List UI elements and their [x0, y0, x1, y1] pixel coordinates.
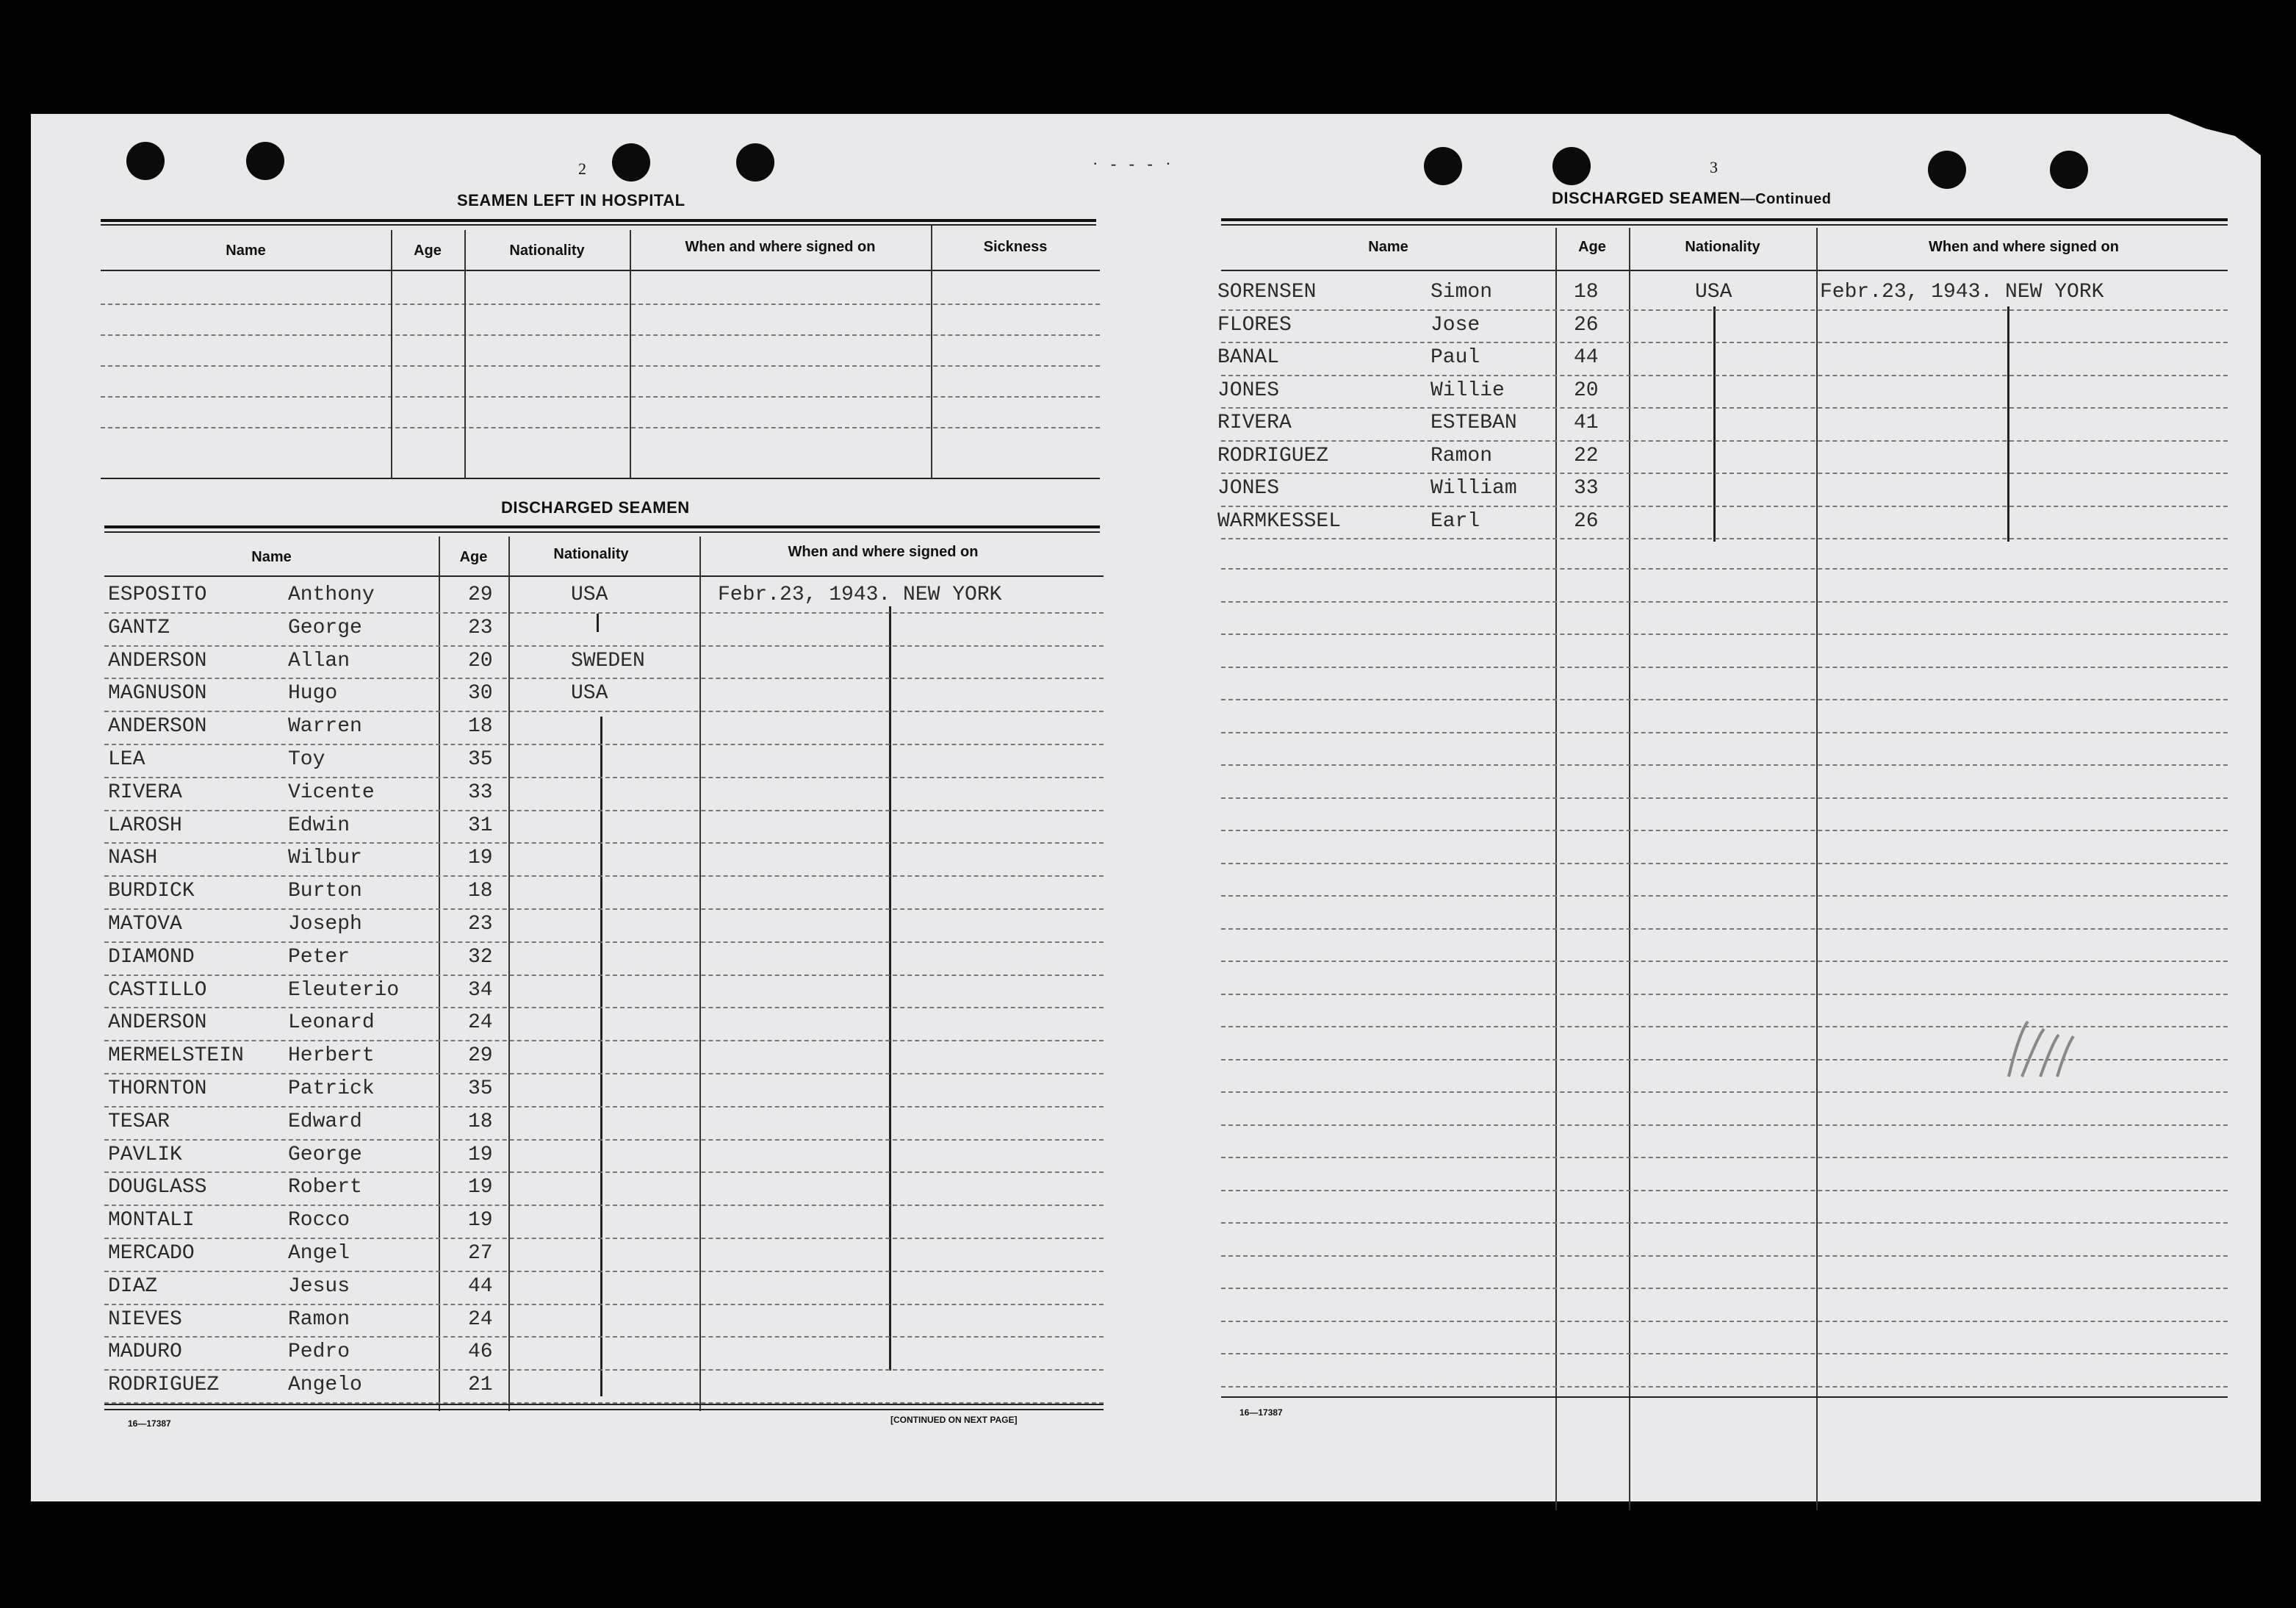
ditto-pen-line: [597, 614, 599, 632]
row-age: 23: [468, 913, 493, 936]
row-age: 44: [468, 1274, 493, 1298]
form-number: 16—17387: [128, 1418, 171, 1429]
row-surname: MADURO: [108, 1340, 182, 1364]
discharged-header-signed-on: When and where signed on: [788, 544, 979, 560]
blank-row-rule: [1221, 1255, 2228, 1257]
right-header-age: Age: [1578, 239, 1606, 255]
row-given-name: Jose: [1430, 313, 1480, 337]
hospital-top-rule: [101, 219, 1096, 222]
row-given-name: Warren: [288, 715, 362, 739]
row-rule: [104, 1238, 1104, 1239]
row-given-name: Toy: [288, 748, 325, 771]
row-surname: SORENSEN: [1217, 281, 1317, 304]
blank-row-rule: [1221, 1222, 2228, 1224]
row-age: 23: [468, 616, 493, 639]
row-surname: MATOVA: [108, 913, 182, 936]
row-signed-on: Febr.23, 1943. NEW YORK: [718, 584, 1002, 606]
row-given-name: Peter: [288, 945, 350, 969]
row-rule: [104, 842, 1104, 844]
page-number: 2: [578, 159, 586, 178]
ditto-pen-line: [889, 606, 891, 1371]
punch-hole: [1424, 147, 1462, 185]
punch-hole: [736, 143, 774, 182]
row-given-name: Vicente: [288, 780, 375, 804]
row-rule: [104, 1336, 1104, 1338]
row-rule: [104, 941, 1104, 943]
discharged-bottom-rule-2: [104, 1409, 1104, 1410]
row-surname: RIVERA: [108, 780, 182, 804]
continued-note: [CONTINUED ON NEXT PAGE]: [890, 1415, 1018, 1425]
hospital-bottom-rule: [101, 478, 1100, 479]
row-nationality: SWEDEN: [571, 649, 645, 672]
row-age: 46: [468, 1340, 493, 1364]
row-age: 24: [468, 1011, 493, 1035]
row-given-name: ESTEBAN: [1430, 412, 1517, 434]
hospital-header-nationality: Nationality: [509, 243, 585, 259]
right-bottom-rule: [1221, 1396, 2228, 1398]
row-surname: PAVLIK: [108, 1143, 182, 1166]
blank-row-rule: [1221, 1386, 2228, 1388]
discharged-header-nationality: Nationality: [553, 546, 629, 562]
blank-row-rule: [1221, 797, 2228, 799]
row-rule: [104, 1073, 1104, 1074]
row-rule: [104, 1040, 1104, 1041]
hospital-row-rule: [101, 334, 1100, 336]
row-given-name: Hugo: [288, 682, 338, 706]
row-age: 30: [468, 682, 493, 706]
discharged-bottom-rule: [104, 1404, 1104, 1405]
row-surname: RODRIGUEZ: [1217, 444, 1329, 467]
punch-hole: [1928, 151, 1966, 189]
right-header-nationality: Nationality: [1685, 239, 1760, 255]
row-age: 31: [468, 814, 493, 837]
row-age: 18: [468, 880, 493, 903]
row-rule: [104, 711, 1104, 712]
row-given-name: Eleuterio: [288, 978, 400, 1002]
hospital-header-signed-on: When and where signed on: [685, 239, 876, 255]
row-age: 19: [468, 847, 493, 870]
row-rule: [1221, 407, 2228, 409]
row-rule: [104, 777, 1104, 778]
blank-row-rule: [1221, 732, 2228, 733]
row-age: 35: [468, 1077, 493, 1100]
blank-row-rule: [1221, 1321, 2228, 1322]
row-surname: MAGNUSON: [108, 682, 207, 706]
hospital-row-rule: [101, 427, 1100, 428]
row-surname: TESAR: [108, 1110, 170, 1133]
blank-row-rule: [1221, 1190, 2228, 1191]
row-rule: [104, 875, 1104, 877]
row-given-name: Ramon: [1430, 444, 1493, 467]
row-age: 34: [468, 978, 493, 1002]
discharged-top-rule-2: [104, 531, 1100, 533]
discharged-title: DISCHARGED SEAMEN: [501, 498, 690, 517]
row-rule: [104, 1171, 1104, 1173]
row-surname: ANDERSON: [108, 649, 207, 672]
row-age: 19: [468, 1176, 493, 1199]
blank-row-rule: [1221, 1353, 2228, 1354]
right-col-divider: [1816, 228, 1818, 1510]
row-given-name: Patrick: [288, 1077, 375, 1100]
hospital-header-sickness: Sickness: [983, 239, 1048, 255]
row-surname: BURDICK: [108, 880, 195, 903]
hospital-col-divider: [931, 226, 932, 478]
row-rule: [104, 744, 1104, 745]
blank-row-rule: [1221, 961, 2228, 962]
row-surname: LAROSH: [108, 814, 182, 837]
row-given-name: Angel: [288, 1242, 350, 1265]
continued-title: [1552, 189, 1832, 208]
ledger-sheet: [31, 114, 2261, 1501]
row-age: 33: [468, 780, 493, 804]
row-given-name: Edward: [288, 1110, 362, 1133]
blank-row-rule: [1221, 928, 2228, 930]
row-surname: CASTILLO: [108, 978, 207, 1002]
row-given-name: William: [1430, 477, 1517, 500]
row-nationality: USA: [571, 682, 608, 706]
continued-title-suffix: —Continued: [1740, 191, 1832, 207]
row-surname: ANDERSON: [108, 1011, 207, 1035]
row-rule: [104, 908, 1104, 910]
row-surname: JONES: [1217, 477, 1280, 500]
hospital-row-rule: [101, 365, 1100, 367]
row-age: 18: [468, 1110, 493, 1133]
blank-row-rule: [1221, 667, 2228, 668]
row-age: 26: [1574, 313, 1599, 337]
row-age: 18: [1574, 281, 1599, 304]
row-rule: [104, 1106, 1104, 1108]
row-surname: DIAZ: [108, 1274, 158, 1298]
row-age: 27: [468, 1242, 493, 1265]
row-given-name: Wilbur: [288, 847, 362, 870]
form-number: 16—17387: [1239, 1407, 1283, 1418]
row-age: 35: [468, 748, 493, 771]
row-given-name: Paul: [1430, 346, 1480, 369]
punch-hole: [612, 143, 650, 182]
row-given-name: Ramon: [288, 1307, 350, 1331]
right-header-name: Name: [1368, 239, 1408, 255]
discharged-top-rule: [104, 525, 1100, 528]
row-rule: [104, 1205, 1104, 1206]
row-rule: [104, 645, 1104, 647]
hospital-col-divider: [464, 230, 466, 478]
row-age: 22: [1574, 444, 1599, 467]
blank-row-rule: [1221, 863, 2228, 864]
hospital-row-rule: [101, 396, 1100, 398]
row-age: 32: [468, 945, 493, 969]
row-signed-on: Febr.23, 1943. NEW YORK: [1820, 281, 2104, 304]
blank-row-rule: [1221, 1157, 2228, 1158]
row-age: 29: [468, 1044, 493, 1068]
punch-hole: [2050, 151, 2088, 189]
row-rule: [104, 975, 1104, 976]
punch-hole: [1552, 147, 1591, 185]
row-rule: [1221, 342, 2228, 343]
row-rule: [1221, 375, 2228, 376]
row-age: 26: [1574, 509, 1599, 533]
pencil-scribble: [2000, 1007, 2088, 1095]
row-surname: GANTZ: [108, 616, 170, 639]
row-age: 18: [468, 715, 493, 739]
row-surname: NIEVES: [108, 1307, 182, 1331]
row-rule: [104, 1369, 1104, 1371]
row-given-name: Robert: [288, 1176, 362, 1199]
row-surname: JONES: [1217, 378, 1280, 402]
row-surname: BANAL: [1217, 346, 1280, 369]
row-surname: DOUGLASS: [108, 1176, 207, 1199]
hospital-top-rule-2: [101, 224, 1096, 226]
row-surname: FLORES: [1217, 313, 1292, 337]
row-age: 44: [1574, 346, 1599, 369]
row-surname: NASH: [108, 847, 158, 870]
row-given-name: Jesus: [288, 1274, 350, 1298]
row-given-name: George: [288, 616, 362, 639]
row-age: 24: [468, 1307, 493, 1331]
blank-row-rule: [1221, 830, 2228, 831]
row-rule: [104, 810, 1104, 811]
row-given-name: Allan: [288, 649, 350, 672]
row-given-name: Earl: [1430, 509, 1480, 533]
row-age: 20: [1574, 378, 1599, 402]
row-rule: [1221, 309, 2228, 311]
punch-hole: [126, 142, 165, 180]
right-top-rule: [1221, 218, 2228, 221]
row-surname: RIVERA: [1217, 412, 1292, 434]
row-surname: ANDERSON: [108, 715, 207, 739]
row-given-name: Herbert: [288, 1044, 375, 1068]
row-given-name: Anthony: [288, 584, 375, 606]
row-rule: [104, 1304, 1104, 1305]
blank-row-rule: [1221, 1124, 2228, 1126]
hospital-title: SEAMEN LEFT IN HOSPITAL: [457, 191, 685, 209]
continued-title-main: DISCHARGED SEAMEN: [1552, 189, 1741, 207]
row-rule: [1221, 473, 2228, 474]
right-col-divider: [1555, 228, 1557, 1510]
row-given-name: Simon: [1430, 281, 1493, 304]
row-age: 21: [468, 1374, 493, 1397]
row-rule: [104, 1271, 1104, 1272]
discharged-header-rule: [104, 575, 1104, 577]
row-surname: DIAMOND: [108, 945, 195, 969]
hospital-header-rule: [101, 270, 1100, 271]
row-age: 41: [1574, 412, 1599, 434]
row-surname: ESPOSITO: [108, 584, 207, 606]
ditto-pen-line: [600, 717, 602, 1396]
row-given-name: Angelo: [288, 1374, 362, 1397]
center-fold-marks: · ‑ ‑ ‑ ·: [1093, 154, 1176, 173]
discharged-header-name: Name: [251, 549, 292, 565]
row-given-name: Rocco: [288, 1209, 350, 1232]
row-age: 29: [468, 584, 493, 606]
row-given-name: Burton: [288, 880, 362, 903]
row-surname: MERMELSTEIN: [108, 1044, 244, 1068]
row-rule: [104, 678, 1104, 679]
row-nationality: USA: [1695, 281, 1732, 304]
right-top-rule-2: [1221, 224, 2228, 226]
row-surname: LEA: [108, 748, 145, 771]
blank-row-rule: [1221, 633, 2228, 635]
row-surname: THORNTON: [108, 1077, 207, 1100]
row-age: 33: [1574, 477, 1599, 500]
row-rule: [1221, 538, 2228, 539]
row-rule: [1221, 440, 2228, 442]
row-given-name: Willie: [1430, 378, 1505, 402]
row-given-name: George: [288, 1143, 362, 1166]
row-given-name: Edwin: [288, 814, 350, 837]
hospital-col-divider: [630, 230, 631, 478]
row-age: 19: [468, 1143, 493, 1166]
page-number: 3: [1710, 158, 1718, 176]
hospital-col-divider: [391, 230, 392, 478]
row-rule: [1221, 506, 2228, 507]
blank-row-rule: [1221, 568, 2228, 570]
right-col-divider: [1629, 228, 1630, 1510]
blank-row-rule: [1221, 601, 2228, 603]
row-given-name: Pedro: [288, 1340, 350, 1364]
row-given-name: Joseph: [288, 913, 362, 936]
blank-row-rule: [1221, 994, 2228, 995]
right-header-rule: [1221, 270, 2228, 271]
row-rule: [104, 612, 1104, 614]
row-age: 20: [468, 649, 493, 672]
row-rule: [104, 1139, 1104, 1141]
hospital-header-name: Name: [226, 243, 266, 259]
hospital-row-rule: [101, 304, 1100, 305]
row-surname: MONTALI: [108, 1209, 195, 1232]
row-surname: MERCADO: [108, 1242, 195, 1265]
blank-row-rule: [1221, 1288, 2228, 1289]
right-header-signed-on: When and where signed on: [1929, 239, 2119, 255]
row-rule: [104, 1007, 1104, 1008]
blank-row-rule: [1221, 699, 2228, 700]
row-given-name: Leonard: [288, 1011, 375, 1035]
punch-hole: [246, 142, 284, 180]
torn-corner: [2147, 114, 2264, 165]
row-age: 19: [468, 1209, 493, 1232]
row-nationality: USA: [571, 584, 608, 606]
row-surname: RODRIGUEZ: [108, 1374, 220, 1397]
hospital-header-age: Age: [414, 243, 442, 259]
blank-row-rule: [1221, 764, 2228, 766]
discharged-header-age: Age: [459, 549, 488, 565]
blank-row-rule: [1221, 895, 2228, 897]
row-surname: WARMKESSEL: [1217, 509, 1342, 533]
